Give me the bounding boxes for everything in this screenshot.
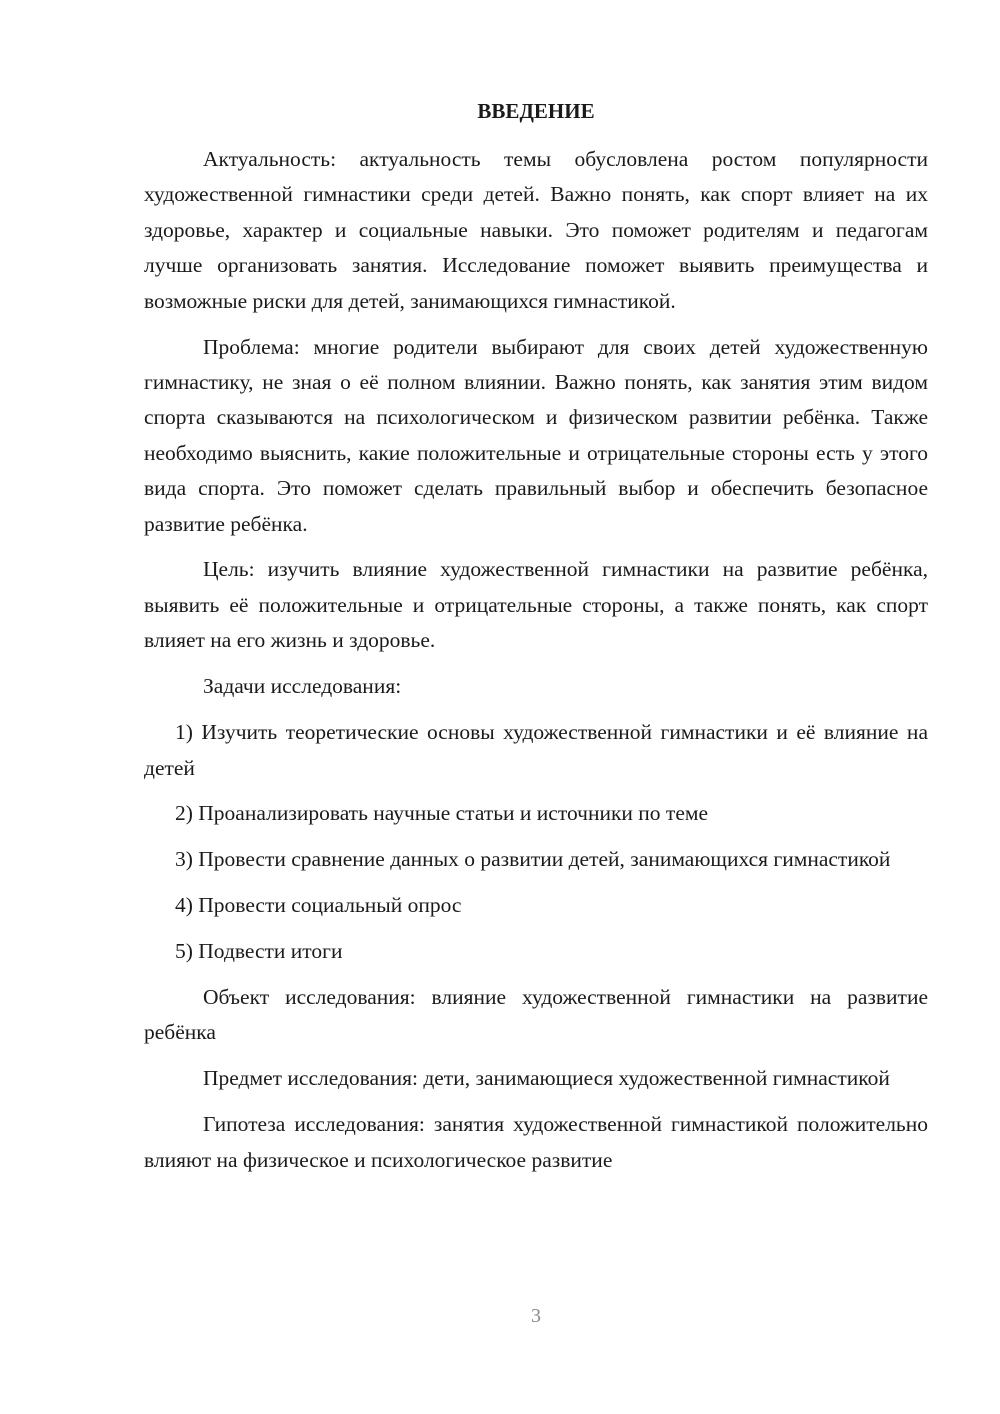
task-item: 5) Подвести итоги [175, 939, 343, 964]
task-item: 1) Изучить теоретические основы художественной гимнастики и её влияние на детей [144, 720, 928, 780]
paragraph-problem: Проблема: многие родители выбирают для своих детей художественную гимнастику, не зная о её полном влиянии. Важно понять, как занятия этим видом спорта сказываются на психологическом и физическом развитии ребёнка. Также необходимо выяснить, какие положительные и отрицательные стороны есть у этого вида спорта. Это поможет сделать правильный выбор и обеспечить безопасное развитие ребёнка. [144, 334, 928, 536]
task-item: 4) Провести социальный опрос [175, 893, 462, 918]
paragraph-relevance: Актуальность: актуальность темы обусловлена ростом популярности художественной гимнастики среди детей. Важно понять, как спорт влияет на их здоровье, характер и социальные навыки. Это поможет родителям и педагогам лучше организовать занятия. Исследование поможет выявить преимущества и возможные риски для детей, занимающихся гимнастикой. [144, 147, 928, 313]
paragraph-tasks-heading: Задачи исследования: [203, 674, 402, 699]
paragraph-hypothesis: Гипотеза исследования: занятия художественной гимнастикой положительно влияют на физическое и психологическое развитие [144, 1112, 928, 1172]
task-item: 2) Проанализировать научные статьи и источники по теме [175, 801, 709, 826]
paragraph-subject: Предмет исследования: дети, занимающиеся художественной гимнастикой [203, 1066, 890, 1091]
section-title: ВВЕДЕНИЕ [477, 99, 595, 123]
paragraph-goal: Цель: изучить влияние художественной гимнастики на развитие ребёнка, выявить её положительные и отрицательные стороны, а также понять, как спорт влияет на его жизнь и здоровье. [144, 557, 928, 653]
page-number: 3 [531, 1305, 541, 1327]
paragraph-object: Объект исследования: влияние художественной гимнастики на развитие ребёнка [144, 985, 928, 1045]
task-item: 3) Провести сравнение данных о развитии детей, занимающихся гимнастикой [175, 847, 891, 872]
document-body [144, 142, 928, 1189]
